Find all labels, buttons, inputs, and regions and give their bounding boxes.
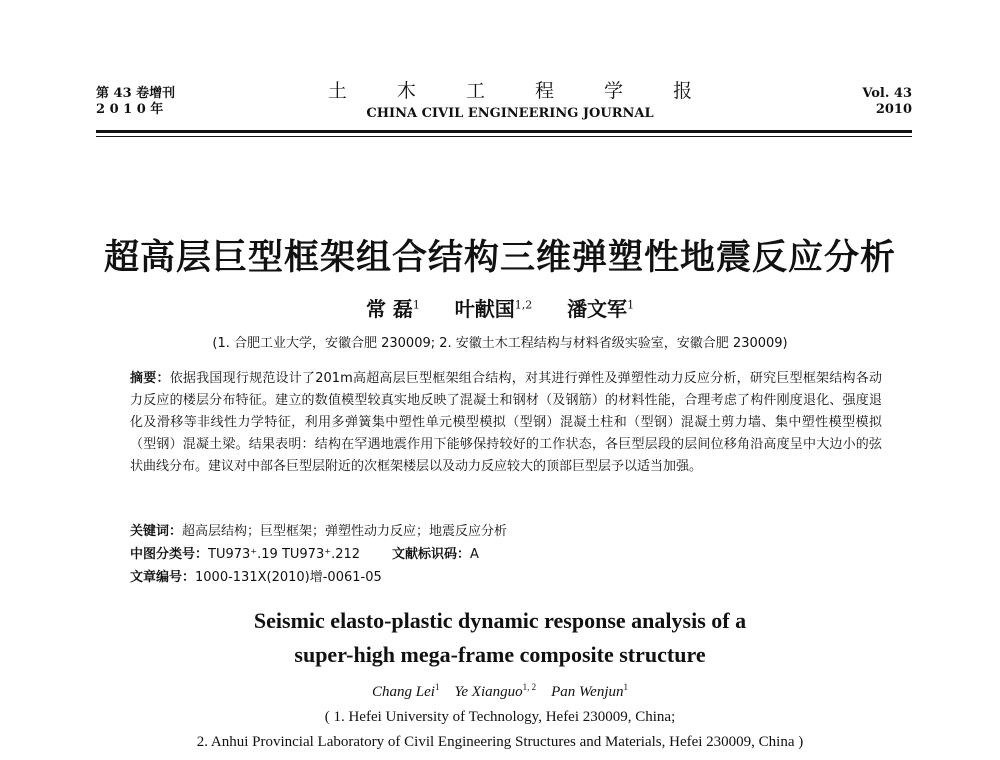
author-list-en	[300, 682, 700, 701]
article-number	[130, 566, 382, 585]
author-name: 叶献国	[454, 297, 515, 321]
abstract	[130, 368, 882, 478]
header-volume-info	[96, 86, 175, 118]
author-name: 常 磊	[365, 297, 413, 321]
keywords-label: 关键词：	[130, 524, 183, 539]
header-vol-number: Vol. 43	[862, 86, 912, 101]
affiliations-en-line1: ( 1. Hefei University of Technology, Hefei 230009, China;	[324, 709, 676, 725]
header-vol-year: 2010	[875, 102, 912, 117]
affiliations-en-line2: 2. Anhui Provincial Laboratory of Civil Engineering Structures and Materials, Hefei 230009, China )	[196, 734, 804, 750]
classification-code: TU973⁺.19 TU973⁺.212	[208, 547, 361, 562]
author-name: 潘文军	[567, 297, 628, 321]
header-rule-thick	[96, 130, 912, 133]
author-list-cn	[250, 293, 750, 322]
author-name-en: Ye Xianguo	[454, 684, 523, 700]
paper-title-en	[120, 604, 880, 672]
document-code: A	[470, 547, 479, 562]
header-vol-en	[850, 86, 912, 118]
abstract-text: 依据我国现行规范设计了201m高超高层巨型框架组合结构，对其进行弹性及弹塑性动力反应分析，研究巨型框架结构各动力反应的楼层分布特征。建立的数值模型较真实地反映了混凝土和钢材（及钢筋）的材料性能，合理考虑了构件刚度退化、强度退化及滑移等非线性力学特征，利用多弹簧集中塑性单元模型模拟（型钢）混凝土柱和（型钢）混凝土剪力墙、集中塑性模型模拟（型钢）混凝土梁。结果表明：结构在罕遇地震作用下能够保持较好的工作状态，各巨型层段的层间位移角沿高度呈中大边小的弦状曲线分布。建议对中部各巨型层附近的次框架楼层以及动力反应较大的顶部巨型层予以适当加强。	[130, 371, 882, 474]
author-affiliation-mark: 1,2	[514, 298, 533, 312]
paper-title-cn: 超高层巨型框架组合结构三维弹塑性地震反应分析	[103, 238, 896, 278]
header-rule-thin	[96, 136, 912, 137]
classification	[130, 543, 479, 562]
paper-title-en-line2: super-high mega-frame composite structure	[294, 642, 706, 667]
author-affiliation-mark-en: 1, 2	[522, 682, 537, 692]
author-affiliation-mark-en: 1	[623, 682, 628, 692]
affiliations-cn: (1. 合肥工业大学，安徽合肥 230009; 2. 安徽土木工程结构与材料省级实验室，安徽合肥 230009)	[212, 336, 788, 351]
header-year: 2 0 1 0 年	[96, 102, 164, 117]
header-volume: 第 43 卷增刊	[96, 86, 176, 101]
document-code-label: 文献标识码：	[392, 547, 471, 562]
author-affiliation-mark: 1	[627, 298, 635, 312]
article-number-label: 文章编号：	[130, 570, 196, 585]
journal-name	[300, 80, 720, 122]
journal-name-en: CHINA CIVIL ENGINEERING JOURNAL	[366, 106, 654, 121]
author-affiliation-mark-en: 1	[434, 682, 440, 692]
article-number-value: 1000-131X(2010)增-0061-05	[195, 570, 382, 585]
classification-label: 中图分类号：	[130, 547, 209, 562]
abstract-label: 摘要：	[130, 371, 170, 386]
author-affiliation-mark: 1	[412, 298, 420, 312]
keywords-text: 超高层结构；巨型框架；弹塑性动力反应；地震反应分析	[182, 524, 508, 539]
keywords	[130, 520, 507, 539]
author-name-en: Chang Lei	[372, 684, 435, 700]
paper-title-en-line1: Seismic elasto-plastic dynamic response analysis of a	[253, 608, 747, 633]
author-name-en: Pan Wenjun	[551, 684, 624, 700]
journal-name-cn: 土 木 工 程 学 报	[327, 80, 715, 102]
